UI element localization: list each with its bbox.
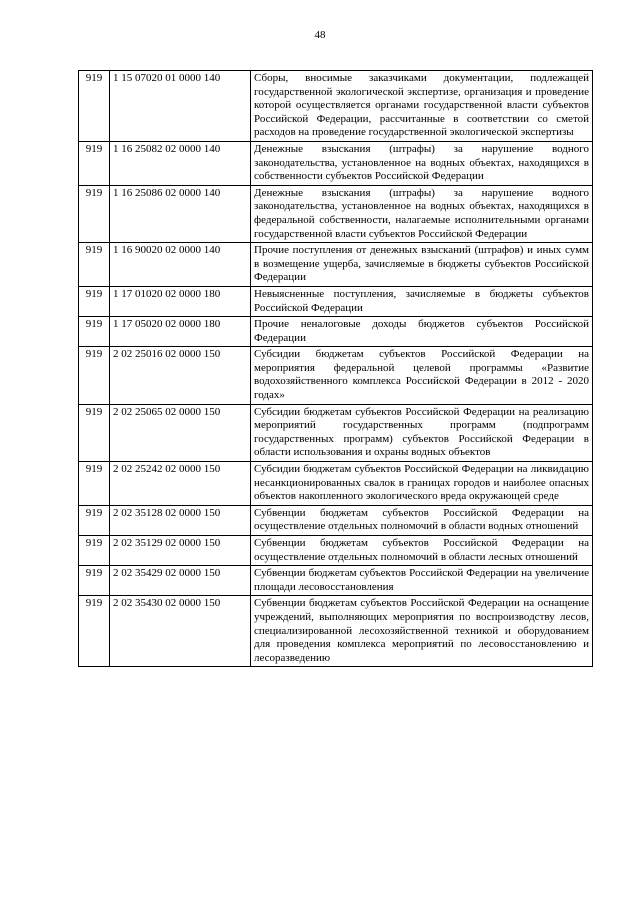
table-row bbox=[79, 566, 593, 596]
admin-code-cell: 919 bbox=[79, 71, 110, 142]
table-row bbox=[79, 185, 593, 242]
revenue-name-cell: Субвенции бюджетам субъектов Российской Федерации на осуществление отдельных полномочий в области водных отношений bbox=[251, 505, 593, 535]
budget-code-cell: 2 02 25016 02 0000 150 bbox=[110, 347, 251, 404]
revenue-name-cell: Субвенции бюджетам субъектов Российской Федерации на увеличение площади лесовосстановления bbox=[251, 566, 593, 596]
budget-code-cell: 2 02 35430 02 0000 150 bbox=[110, 596, 251, 667]
admin-code-cell: 919 bbox=[79, 462, 110, 506]
admin-code-cell: 919 bbox=[79, 347, 110, 404]
table-row bbox=[79, 71, 593, 142]
budget-code-cell: 2 02 35429 02 0000 150 bbox=[110, 566, 251, 596]
revenue-name-cell: Сборы, вносимые заказчиками документации, подлежащей государственной экологической экспертизе, организация и проведение которой осуществляется органами государственной власти субъектов Российской Федерации, рассчитанные в соответствии со сметой расходов на проведение государственной экологической экспертизы bbox=[251, 71, 593, 142]
budget-code-cell: 1 17 05020 02 0000 180 bbox=[110, 317, 251, 347]
revenue-name-cell: Субсидии бюджетам субъектов Российской Федерации на ликвидацию несанкционированных свалок в границах городов и наиболее опасных объектов накопленного экологического вреда окружающей среде bbox=[251, 462, 593, 506]
budget-code-cell: 1 17 01020 02 0000 180 bbox=[110, 286, 251, 316]
revenue-name-cell: Прочие поступления от денежных взысканий (штрафов) и иных сумм в возмещение ущерба, зачисляемые в бюджеты субъектов Российской Федерации bbox=[251, 243, 593, 287]
budget-code-cell: 1 16 90020 02 0000 140 bbox=[110, 243, 251, 287]
admin-code-cell: 919 bbox=[79, 286, 110, 316]
revenue-name-cell: Субвенции бюджетам субъектов Российской Федерации на оснащение учреждений, выполняющих мероприятия по воспроизводству лесов, специализированной лесохозяйственной техникой и оборудованием для проведения комплекса мероприятий по лесовосстановлению и лесоразведению bbox=[251, 596, 593, 667]
admin-code-cell: 919 bbox=[79, 596, 110, 667]
revenue-name-cell: Денежные взыскания (штрафы) за нарушение водного законодательства, установленное на водных объектах, находящихся в федеральной собственности, налагаемые исполнительными органами государственной власти субъектов Российской Федерации bbox=[251, 185, 593, 242]
budget-code-cell: 1 16 25082 02 0000 140 bbox=[110, 141, 251, 185]
budget-code-cell: 2 02 25065 02 0000 150 bbox=[110, 404, 251, 461]
table-row bbox=[79, 462, 593, 506]
table-row bbox=[79, 286, 593, 316]
budget-code-cell: 2 02 35128 02 0000 150 bbox=[110, 505, 251, 535]
revenue-name-cell: Невыясненные поступления, зачисляемые в бюджеты субъектов Российской Федерации bbox=[251, 286, 593, 316]
budget-code-cell: 1 15 07020 01 0000 140 bbox=[110, 71, 251, 142]
page-number: 48 bbox=[314, 29, 326, 41]
revenue-name-cell: Субсидии бюджетам субъектов Российской Федерации на мероприятия федеральной целевой программы «Развитие водохозяйственного комплекса Российской Федерации в 2012 - 2020 годах» bbox=[251, 347, 593, 404]
admin-code-cell: 919 bbox=[79, 243, 110, 287]
admin-code-cell: 919 bbox=[79, 536, 110, 566]
table-row bbox=[79, 317, 593, 347]
revenue-name-cell: Субсидии бюджетам субъектов Российской Федерации на реализацию мероприятий государственных программ (подпрограмм государственных программ) субъектов Российской Федерации в области использования и охраны водных объектов bbox=[251, 404, 593, 461]
revenue-name-cell: Денежные взыскания (штрафы) за нарушение водного законодательства, установленное на водных объектах, находящихся в собственности субъектов Российской Федерации bbox=[251, 141, 593, 185]
budget-code-cell: 1 16 25086 02 0000 140 bbox=[110, 185, 251, 242]
table-row bbox=[79, 536, 593, 566]
table-row bbox=[79, 141, 593, 185]
table-row bbox=[79, 404, 593, 461]
table-row bbox=[79, 505, 593, 535]
admin-code-cell: 919 bbox=[79, 141, 110, 185]
admin-code-cell: 919 bbox=[79, 185, 110, 242]
budget-code-cell: 2 02 35129 02 0000 150 bbox=[110, 536, 251, 566]
admin-code-cell: 919 bbox=[79, 404, 110, 461]
table-row bbox=[79, 596, 593, 667]
admin-code-cell: 919 bbox=[79, 505, 110, 535]
budget-classification-table bbox=[78, 70, 593, 667]
admin-code-cell: 919 bbox=[79, 566, 110, 596]
revenue-name-cell: Прочие неналоговые доходы бюджетов субъектов Российской Федерации bbox=[251, 317, 593, 347]
admin-code-cell: 919 bbox=[79, 317, 110, 347]
revenue-name-cell: Субвенции бюджетам субъектов Российской Федерации на осуществление отдельных полномочий в области лесных отношений bbox=[251, 536, 593, 566]
table-row bbox=[79, 347, 593, 404]
table-row bbox=[79, 243, 593, 287]
budget-code-cell: 2 02 25242 02 0000 150 bbox=[110, 462, 251, 506]
